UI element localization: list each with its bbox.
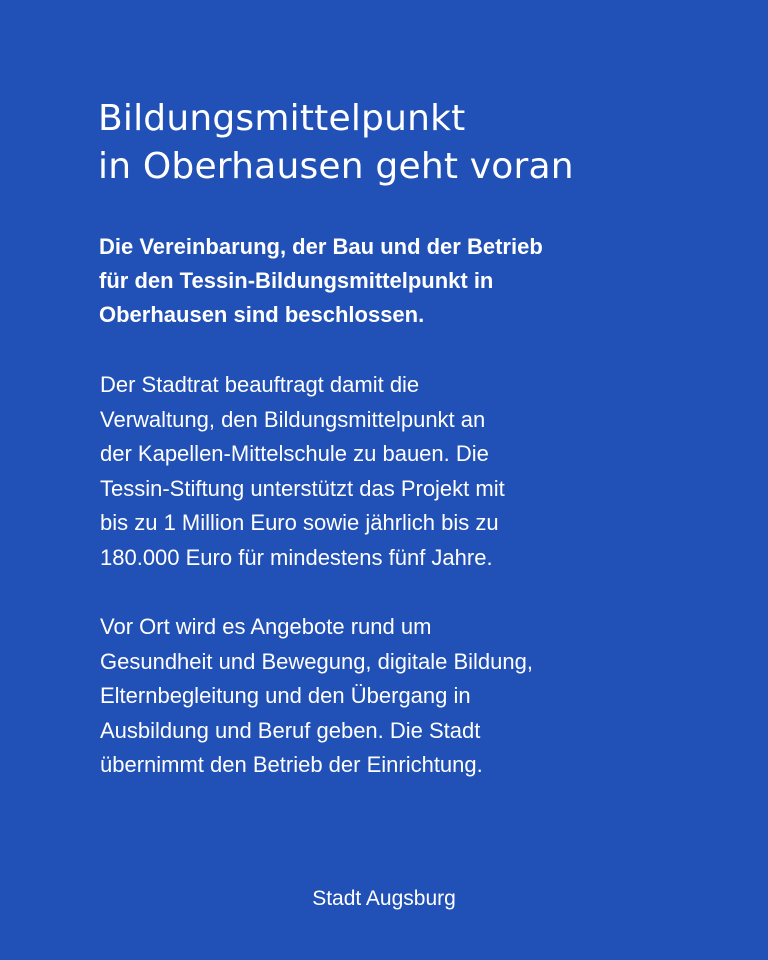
body-line: 180.000 Euro für mindestens fünf Jahre. — [100, 544, 493, 570]
body-line: Ausbildung und Beruf geben. Die Stadt — [100, 717, 481, 743]
lead-line: Die Vereinbarung, der Bau und der Betrieb — [99, 234, 543, 259]
body-paragraph-stadtrat — [100, 368, 720, 575]
footer-city-name: Stadt Augsburg — [312, 887, 456, 910]
body-line: der Kapellen-Mittelschule zu bauen. Die — [100, 441, 489, 466]
lead-paragraph — [99, 230, 699, 332]
body-line: Gesundheit und Bewegung, digitale Bildung, — [100, 648, 533, 674]
lead-line: Oberhausen sind beschlossen. — [99, 302, 425, 327]
body-paragraph-angebote — [100, 610, 720, 783]
body-line: Elternbegleitung und den Übergang in — [100, 683, 471, 708]
body-line: übernimmt den Betrieb der Einrichtung. — [100, 752, 483, 777]
body-line: Vor Ort wird es Angebote rund um — [100, 614, 432, 639]
lead-line: für den Tessin-Bildungsmittelpunkt in — [99, 268, 494, 293]
headline-line: in Oberhausen geht voran — [98, 146, 574, 187]
body-line: Tessin-Stiftung unterstützt das Projekt mit — [100, 475, 505, 501]
body-line: bis zu 1 Million Euro sowie jährlich bis zu — [100, 510, 499, 535]
headline-line: Bildungsmittelpunkt — [98, 98, 466, 139]
body-line: Verwaltung, den Bildungsmittelpunkt an — [100, 406, 486, 432]
body-line: Der Stadtrat beauftragt damit die — [100, 372, 420, 397]
headline — [98, 95, 718, 191]
